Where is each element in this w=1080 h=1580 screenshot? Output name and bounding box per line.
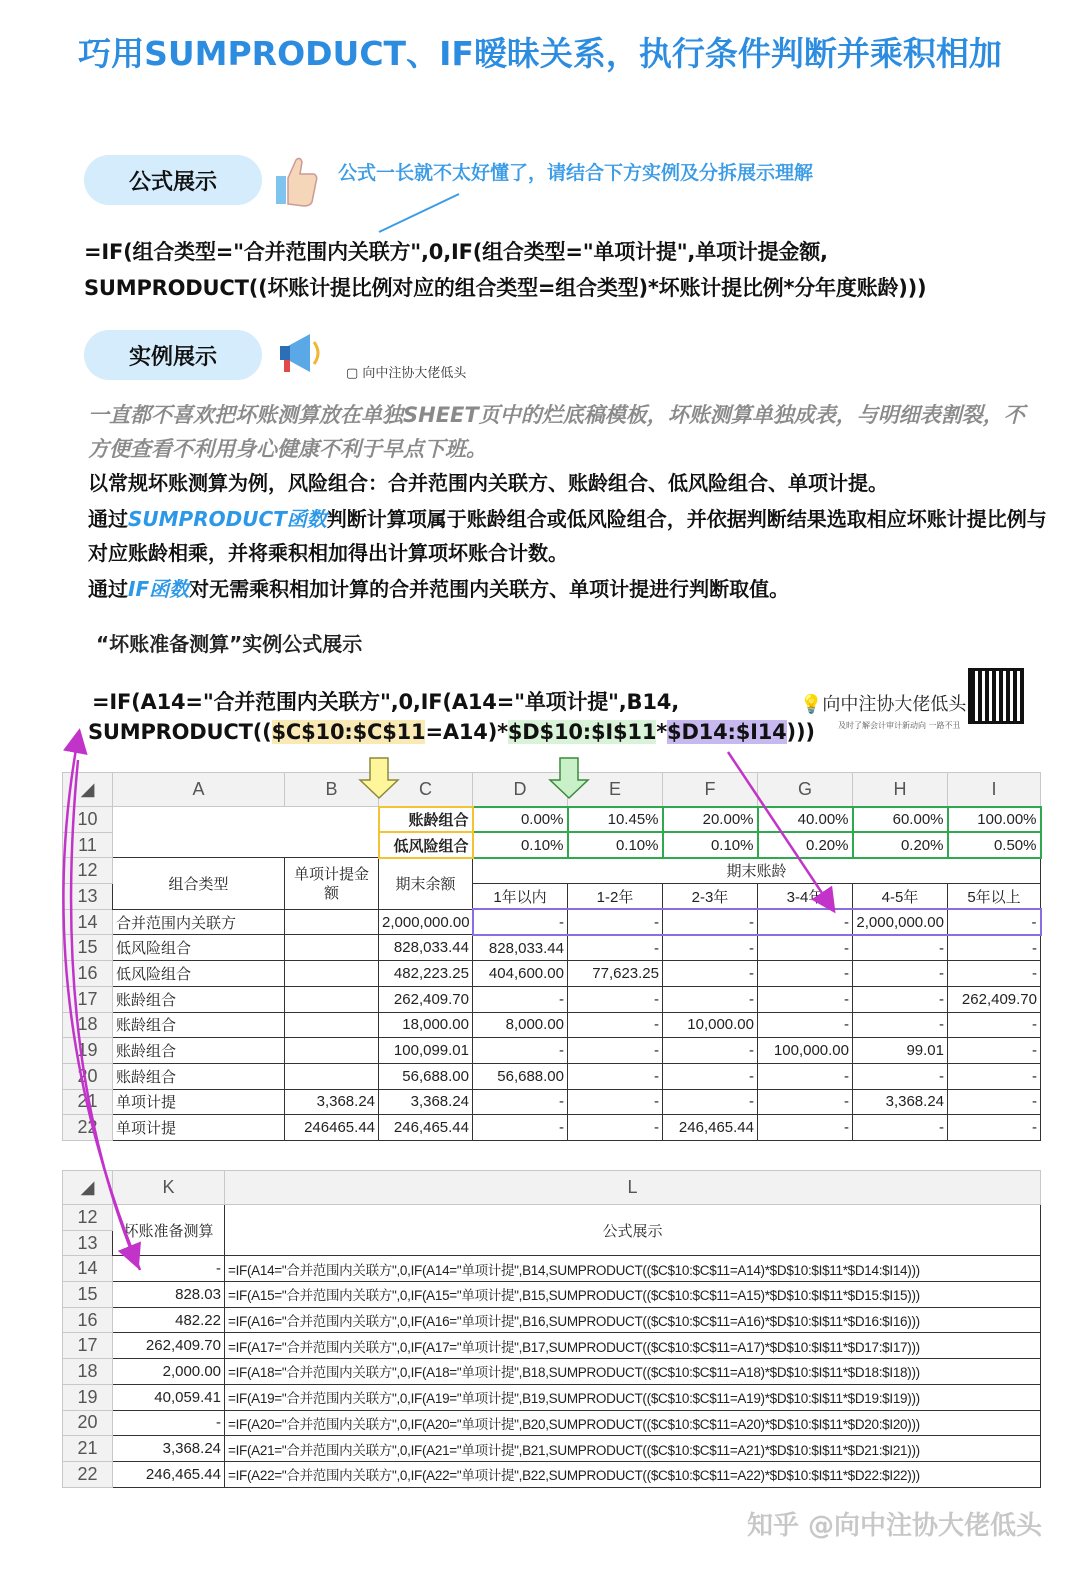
single-amount-cell[interactable] (285, 935, 379, 961)
rate-cell[interactable]: 0.20% (758, 832, 853, 858)
table-row (63, 1089, 1041, 1115)
table-row (63, 1282, 1041, 1308)
aging-amount-cell[interactable]: - (663, 1038, 758, 1064)
range-d14-i14: $D14:$I14 (667, 720, 787, 744)
range-d10-i11: $D$10:$I$11 (507, 720, 657, 744)
row-number[interactable]: 12 (63, 858, 113, 884)
aging-amount-cell[interactable]: - (948, 935, 1041, 961)
row-number[interactable]: 18 (63, 1012, 113, 1038)
column-header[interactable]: H (853, 773, 948, 807)
aging-amount-cell[interactable]: - (663, 909, 758, 935)
gray-intro-text: 一直都不喜欢把坏账测算放在单独SHEET页中的烂底稿模板，坏账测算单独成表，与明细表割裂，不方便查看不利用身心健康不利于早点下班。 (88, 403, 1025, 461)
row-number[interactable]: 21 (63, 1089, 113, 1115)
column-header[interactable]: L (225, 1171, 1041, 1205)
paragraph-1: 以常规坏账测算为例，风险组合：合并范围内关联方、账龄组合、低风险组合、单项计提。 (88, 471, 888, 495)
aging-bucket[interactable]: 4-5年 (853, 884, 948, 910)
aging-bucket[interactable]: 2-3年 (663, 884, 758, 910)
range-c10-c11: $C$10:$C$11 (271, 720, 426, 744)
bad-debt-cell[interactable]: - (113, 1256, 225, 1282)
formula-cell[interactable]: =IF(A20="合并范围内关联方",0,IF(A20="单项计提",B20,SUMPRODUCT(($C$10:$C$11=A20)*$D$10:$I$11*$D20:$I20))) (225, 1410, 1041, 1436)
single-amount-cell[interactable] (285, 1012, 379, 1038)
cell-c11[interactable]: 低风险组合 (379, 832, 473, 858)
header-end-balance[interactable]: 期末余额 (379, 858, 473, 909)
group-type-cell[interactable]: 账龄组合 (113, 1012, 285, 1038)
aging-amount-cell[interactable]: - (853, 935, 948, 961)
aging-amount-cell[interactable]: - (663, 935, 758, 961)
brand-subtitle: 及时了解会计审计新动向 一路不丑 (838, 721, 961, 730)
column-header[interactable]: G (758, 773, 853, 807)
row-number[interactable]: 15 (63, 1282, 113, 1308)
table-row (63, 1410, 1041, 1436)
rate-cell[interactable]: 20.00% (663, 807, 758, 833)
page-title: 巧用SUMPRODUCT、IF暧昧关系，执行条件判断并乘积相加 (78, 34, 1002, 73)
aging-amount-cell[interactable]: 246,465.44 (663, 1115, 758, 1141)
aging-amount-cell[interactable]: - (568, 909, 663, 935)
aging-amount-cell[interactable]: - (758, 961, 853, 987)
row-number[interactable]: 20 (63, 1063, 113, 1089)
rate-cell[interactable]: 60.00% (853, 807, 948, 833)
cell[interactable] (285, 807, 379, 833)
aging-amount-cell[interactable]: - (948, 1115, 1041, 1141)
header-row-12 (63, 1205, 1041, 1231)
group-type-cell[interactable]: 账龄组合 (113, 1063, 285, 1089)
aging-amount-cell[interactable]: - (948, 909, 1041, 935)
if-fn-name: IF函数 (128, 577, 190, 601)
group-type-cell[interactable]: 单项计提 (113, 1089, 285, 1115)
aging-amount-cell[interactable]: - (663, 961, 758, 987)
row-number[interactable]: 22 (63, 1115, 113, 1141)
row-number[interactable]: 12 (63, 1205, 113, 1231)
example-formula-line-2: SUMPRODUCT(($C$10:$C$11=A14)*$D$10:$I$11*$D14:$I14))) (88, 720, 815, 744)
aging-amount-cell[interactable]: - (663, 986, 758, 1012)
column-header-row (63, 773, 1041, 807)
aging-amount-cell[interactable]: - (948, 1089, 1041, 1115)
end-balance-cell[interactable]: 100,099.01 (379, 1038, 473, 1064)
rate-row-11 (63, 832, 1041, 858)
bulb-icon: 💡 (800, 694, 823, 715)
bad-debt-cell[interactable]: 482.22 (113, 1307, 225, 1333)
group-type-cell[interactable]: 低风险组合 (113, 961, 285, 987)
rate-cell[interactable]: 0.20% (853, 832, 948, 858)
aging-amount-cell[interactable]: - (948, 1012, 1041, 1038)
column-header[interactable]: K (113, 1171, 225, 1205)
rate-cell[interactable]: 40.00% (758, 807, 853, 833)
aging-bucket[interactable]: 1-2年 (568, 884, 663, 910)
aging-amount-cell[interactable]: 56,688.00 (473, 1063, 568, 1089)
cell[interactable] (113, 807, 285, 833)
aging-amount-cell[interactable]: - (853, 1012, 948, 1038)
row-number[interactable]: 22 (63, 1461, 113, 1487)
row-number[interactable]: 11 (63, 832, 113, 858)
end-balance-cell[interactable]: 828,033.44 (379, 935, 473, 961)
formula-line-2: SUMPRODUCT((坏账计提比例对应的组合类型=组合类型)*坏账计提比例*分年度账龄))) (84, 276, 927, 300)
aging-amount-cell[interactable]: - (758, 1115, 853, 1141)
column-header-row (63, 1171, 1041, 1205)
column-header[interactable]: I (948, 773, 1041, 807)
aging-amount-cell[interactable]: - (473, 1089, 568, 1115)
rate-cell[interactable]: 0.10% (663, 832, 758, 858)
row-number[interactable]: 13 (63, 1230, 113, 1256)
column-header[interactable]: D (473, 773, 568, 807)
aging-amount-cell[interactable]: 99.01 (853, 1038, 948, 1064)
bad-debt-cell[interactable]: 3,368.24 (113, 1436, 225, 1462)
author-tag: ▢ 向中注协大佬低头 (346, 366, 467, 381)
header-formula[interactable]: 公式展示 (225, 1205, 1041, 1256)
megaphone-icon (274, 328, 330, 378)
aging-amount-cell[interactable]: - (473, 909, 568, 935)
end-balance-cell[interactable]: 246,465.44 (379, 1115, 473, 1141)
rate-cell[interactable]: 10.45% (568, 807, 663, 833)
aging-amount-cell[interactable]: - (568, 1115, 663, 1141)
cell[interactable] (113, 832, 285, 858)
cell-c10[interactable]: 账龄组合 (379, 807, 473, 833)
formula-line-1: =IF(组合类型="合并范围内关联方",0,IF(组合类型="单项计提",单项计提金额, (84, 240, 828, 264)
group-type-cell[interactable]: 账龄组合 (113, 1038, 285, 1064)
sumproduct-fn-name: SUMPRODUCT函数 (128, 507, 327, 531)
table-row (63, 986, 1041, 1012)
aging-amount-cell[interactable]: - (568, 1012, 663, 1038)
row-number[interactable]: 14 (63, 909, 113, 935)
end-balance-cell[interactable]: 262,409.70 (379, 986, 473, 1012)
hint-pointer-line (375, 188, 465, 236)
single-amount-cell[interactable] (285, 909, 379, 935)
header-aging[interactable]: 期末账龄 (473, 858, 1041, 884)
aging-amount-cell[interactable]: - (758, 909, 853, 935)
aging-amount-cell[interactable]: - (948, 1063, 1041, 1089)
aging-amount-cell[interactable]: 8,000.00 (473, 1012, 568, 1038)
header-row-12 (63, 858, 1041, 884)
aging-amount-cell[interactable]: - (473, 1115, 568, 1141)
aging-amount-cell[interactable]: - (758, 1089, 853, 1115)
group-type-cell[interactable]: 账龄组合 (113, 986, 285, 1012)
aging-amount-cell[interactable]: 404,600.00 (473, 961, 568, 987)
rate-cell[interactable]: 0.00% (473, 807, 568, 833)
aging-bucket[interactable]: 3-4年 (758, 884, 853, 910)
formula-hint: 公式一长就不太好懂了，请结合下方实例及分拆展示理解 (338, 162, 814, 184)
paragraph-3: 通过IF函数对无需乘积相加计算的合并范围内关联方、单项计提进行判断取值。 (88, 577, 790, 601)
aging-bucket[interactable]: 5年以上 (948, 884, 1041, 910)
aging-amount-cell[interactable]: - (568, 1063, 663, 1089)
formula-sheet (62, 1170, 1041, 1488)
table-row (63, 935, 1041, 961)
single-amount-cell[interactable]: 3,368.24 (285, 1089, 379, 1115)
aging-amount-cell[interactable]: - (853, 961, 948, 987)
bad-debt-sheet (62, 772, 1042, 1141)
aging-amount-cell[interactable]: - (853, 1115, 948, 1141)
row-number[interactable]: 15 (63, 935, 113, 961)
group-type-cell[interactable]: 单项计提 (113, 1115, 285, 1141)
table-row (63, 1115, 1041, 1141)
aging-amount-cell[interactable]: - (568, 935, 663, 961)
table-row (63, 1333, 1041, 1359)
aging-amount-cell[interactable]: - (758, 1063, 853, 1089)
row-number[interactable]: 16 (63, 1307, 113, 1333)
end-balance-cell[interactable]: 482,223.25 (379, 961, 473, 987)
aging-amount-cell[interactable]: 10,000.00 (663, 1012, 758, 1038)
example-formula-line-1: =IF(A14="合并范围内关联方",0,IF(A14="单项计提",B14, (92, 690, 679, 714)
example-title: “坏账准备测算”实例公式展示 (96, 632, 363, 656)
row-number[interactable]: 13 (63, 884, 113, 910)
table-row (63, 1307, 1041, 1333)
column-header[interactable]: A (113, 773, 285, 807)
single-amount-cell[interactable] (285, 961, 379, 987)
aging-amount-cell[interactable]: 2,000,000.00 (853, 909, 948, 935)
aging-amount-cell[interactable]: 828,033.44 (473, 935, 568, 961)
row-number[interactable]: 21 (63, 1436, 113, 1462)
header-group-type[interactable]: 组合类型 (113, 858, 285, 909)
aging-amount-cell[interactable]: - (758, 986, 853, 1012)
rate-cell[interactable]: 0.10% (473, 832, 568, 858)
aging-amount-cell[interactable]: 3,368.24 (853, 1089, 948, 1115)
column-header[interactable]: B (285, 773, 379, 807)
table-row (63, 961, 1041, 987)
rate-cell[interactable]: 100.00% (948, 807, 1041, 833)
aging-amount-cell[interactable]: - (568, 1038, 663, 1064)
aging-amount-cell[interactable]: - (568, 1089, 663, 1115)
single-amount-cell[interactable] (285, 1038, 379, 1064)
bad-debt-cell[interactable]: - (113, 1410, 225, 1436)
end-balance-cell[interactable]: 56,688.00 (379, 1063, 473, 1089)
select-all-corner[interactable]: ◢ (63, 1171, 113, 1205)
single-amount-cell[interactable] (285, 1063, 379, 1089)
single-amount-cell[interactable] (285, 986, 379, 1012)
select-all-corner[interactable]: ◢ (63, 773, 113, 807)
table-row (63, 1012, 1041, 1038)
row-number[interactable]: 19 (63, 1038, 113, 1064)
aging-amount-cell[interactable]: - (568, 986, 663, 1012)
aging-amount-cell[interactable]: - (473, 986, 568, 1012)
table-row (63, 909, 1041, 935)
end-balance-cell[interactable]: 18,000.00 (379, 1012, 473, 1038)
formula-cell[interactable]: =IF(A19="合并范围内关联方",0,IF(A19="单项计提",B19,SUMPRODUCT(($C$10:$C$11=A19)*$D$10:$I$11*$D19:$I19))) (225, 1384, 1041, 1410)
paragraph-2: 通过SUMPRODUCT函数判断计算项属于账龄组合或低风险组合，并依据判断结果选取相应坏账计提比例与对应账龄相乘，并将乘积相加得出计算项坏账合计数。 (88, 507, 1047, 565)
table-row (63, 1256, 1041, 1282)
formula-cell[interactable]: =IF(A14="合并范围内关联方",0,IF(A14="单项计提",B14,SUMPRODUCT(($C$10:$C$11=A14)*$D$10:$I$11*$D14:$I14))) (225, 1256, 1041, 1282)
bad-debt-cell[interactable]: 2,000.00 (113, 1359, 225, 1385)
formula-cell[interactable]: =IF(A22="合并范围内关联方",0,IF(A22="单项计提",B22,SUMPRODUCT(($C$10:$C$11=A22)*$D$10:$I$11*$D22:$I22))) (225, 1461, 1041, 1487)
end-balance-cell[interactable]: 2,000,000.00 (379, 909, 473, 935)
thumbs-up-icon (272, 150, 320, 208)
aging-amount-cell[interactable]: - (948, 1038, 1041, 1064)
table-row (63, 1384, 1041, 1410)
watermark: 知乎 @向中注协大佬低头 (746, 1511, 1042, 1541)
formula-cell[interactable]: =IF(A16="合并范围内关联方",0,IF(A16="单项计提",B16,SUMPRODUCT(($C$10:$C$11=A16)*$D$10:$I$11*$D16:$I16))) (225, 1307, 1041, 1333)
aging-amount-cell[interactable]: 77,623.25 (568, 961, 663, 987)
aging-amount-cell[interactable]: - (758, 1012, 853, 1038)
header-bad-debt[interactable]: 坏账准备测算 (113, 1205, 225, 1256)
row-number[interactable]: 18 (63, 1359, 113, 1385)
formula-cell[interactable]: =IF(A17="合并范围内关联方",0,IF(A17="单项计提",B17,SUMPRODUCT(($C$10:$C$11=A17)*$D$10:$I$11*$D17:$I17))) (225, 1333, 1041, 1359)
section-label-formula: 公式展示 (84, 155, 262, 205)
row-number[interactable]: 17 (63, 1333, 113, 1359)
aging-amount-cell[interactable]: 100,000.00 (758, 1038, 853, 1064)
row-number[interactable]: 14 (63, 1256, 113, 1282)
group-type-cell[interactable]: 低风险组合 (113, 935, 285, 961)
table-row (63, 1063, 1041, 1089)
aging-amount-cell[interactable]: - (853, 986, 948, 1012)
brand-name: 💡向中注协大佬低头 (800, 694, 967, 715)
table-row (63, 1359, 1041, 1385)
row-number[interactable]: 10 (63, 807, 113, 833)
aging-amount-cell[interactable]: - (853, 1063, 948, 1089)
aging-amount-cell[interactable]: - (758, 935, 853, 961)
section-label-example: 实例展示 (84, 330, 262, 380)
table-row (63, 1461, 1041, 1487)
formula-cell[interactable]: =IF(A15="合并范围内关联方",0,IF(A15="单项计提",B15,SUMPRODUCT(($C$10:$C$11=A15)*$D$10:$I$11*$D15:$I15))) (225, 1282, 1041, 1308)
formula-cell[interactable]: =IF(A18="合并范围内关联方",0,IF(A18="单项计提",B18,SUMPRODUCT(($C$10:$C$11=A18)*$D$10:$I$11*$D18:$I18))) (225, 1359, 1041, 1385)
qr-code-icon (968, 668, 1024, 724)
row-number[interactable]: 20 (63, 1410, 113, 1436)
bad-debt-cell[interactable]: 262,409.70 (113, 1333, 225, 1359)
formula-cell[interactable]: =IF(A21="合并范围内关联方",0,IF(A21="单项计提",B21,SUMPRODUCT(($C$10:$C$11=A21)*$D$10:$I$11*$D21:$I21))) (225, 1436, 1041, 1462)
single-amount-cell[interactable]: 246465.44 (285, 1115, 379, 1141)
row-number[interactable]: 16 (63, 961, 113, 987)
aging-amount-cell[interactable]: 262,409.70 (948, 986, 1041, 1012)
bad-debt-cell[interactable]: 828.03 (113, 1282, 225, 1308)
bad-debt-cell[interactable]: 246,465.44 (113, 1461, 225, 1487)
aging-amount-cell[interactable]: - (948, 961, 1041, 987)
cell[interactable] (285, 832, 379, 858)
header-single-amount[interactable]: 单项计提金额 (285, 858, 379, 909)
rate-cell[interactable]: 0.50% (948, 832, 1041, 858)
aging-bucket[interactable]: 1年以内 (473, 884, 568, 910)
aging-amount-cell[interactable]: - (663, 1063, 758, 1089)
aging-amount-cell[interactable]: - (663, 1089, 758, 1115)
rate-cell[interactable]: 0.10% (568, 832, 663, 858)
row-number[interactable]: 19 (63, 1384, 113, 1410)
table-row (63, 1038, 1041, 1064)
bad-debt-cell[interactable]: 40,059.41 (113, 1384, 225, 1410)
row-number[interactable]: 17 (63, 986, 113, 1012)
end-balance-cell[interactable]: 3,368.24 (379, 1089, 473, 1115)
group-type-cell[interactable]: 合并范围内关联方 (113, 909, 285, 935)
rate-row-10 (63, 807, 1041, 833)
column-header[interactable]: C (379, 773, 473, 807)
column-header[interactable]: E (568, 773, 663, 807)
column-header[interactable]: F (663, 773, 758, 807)
aging-amount-cell[interactable]: - (473, 1038, 568, 1064)
table-row (63, 1436, 1041, 1462)
